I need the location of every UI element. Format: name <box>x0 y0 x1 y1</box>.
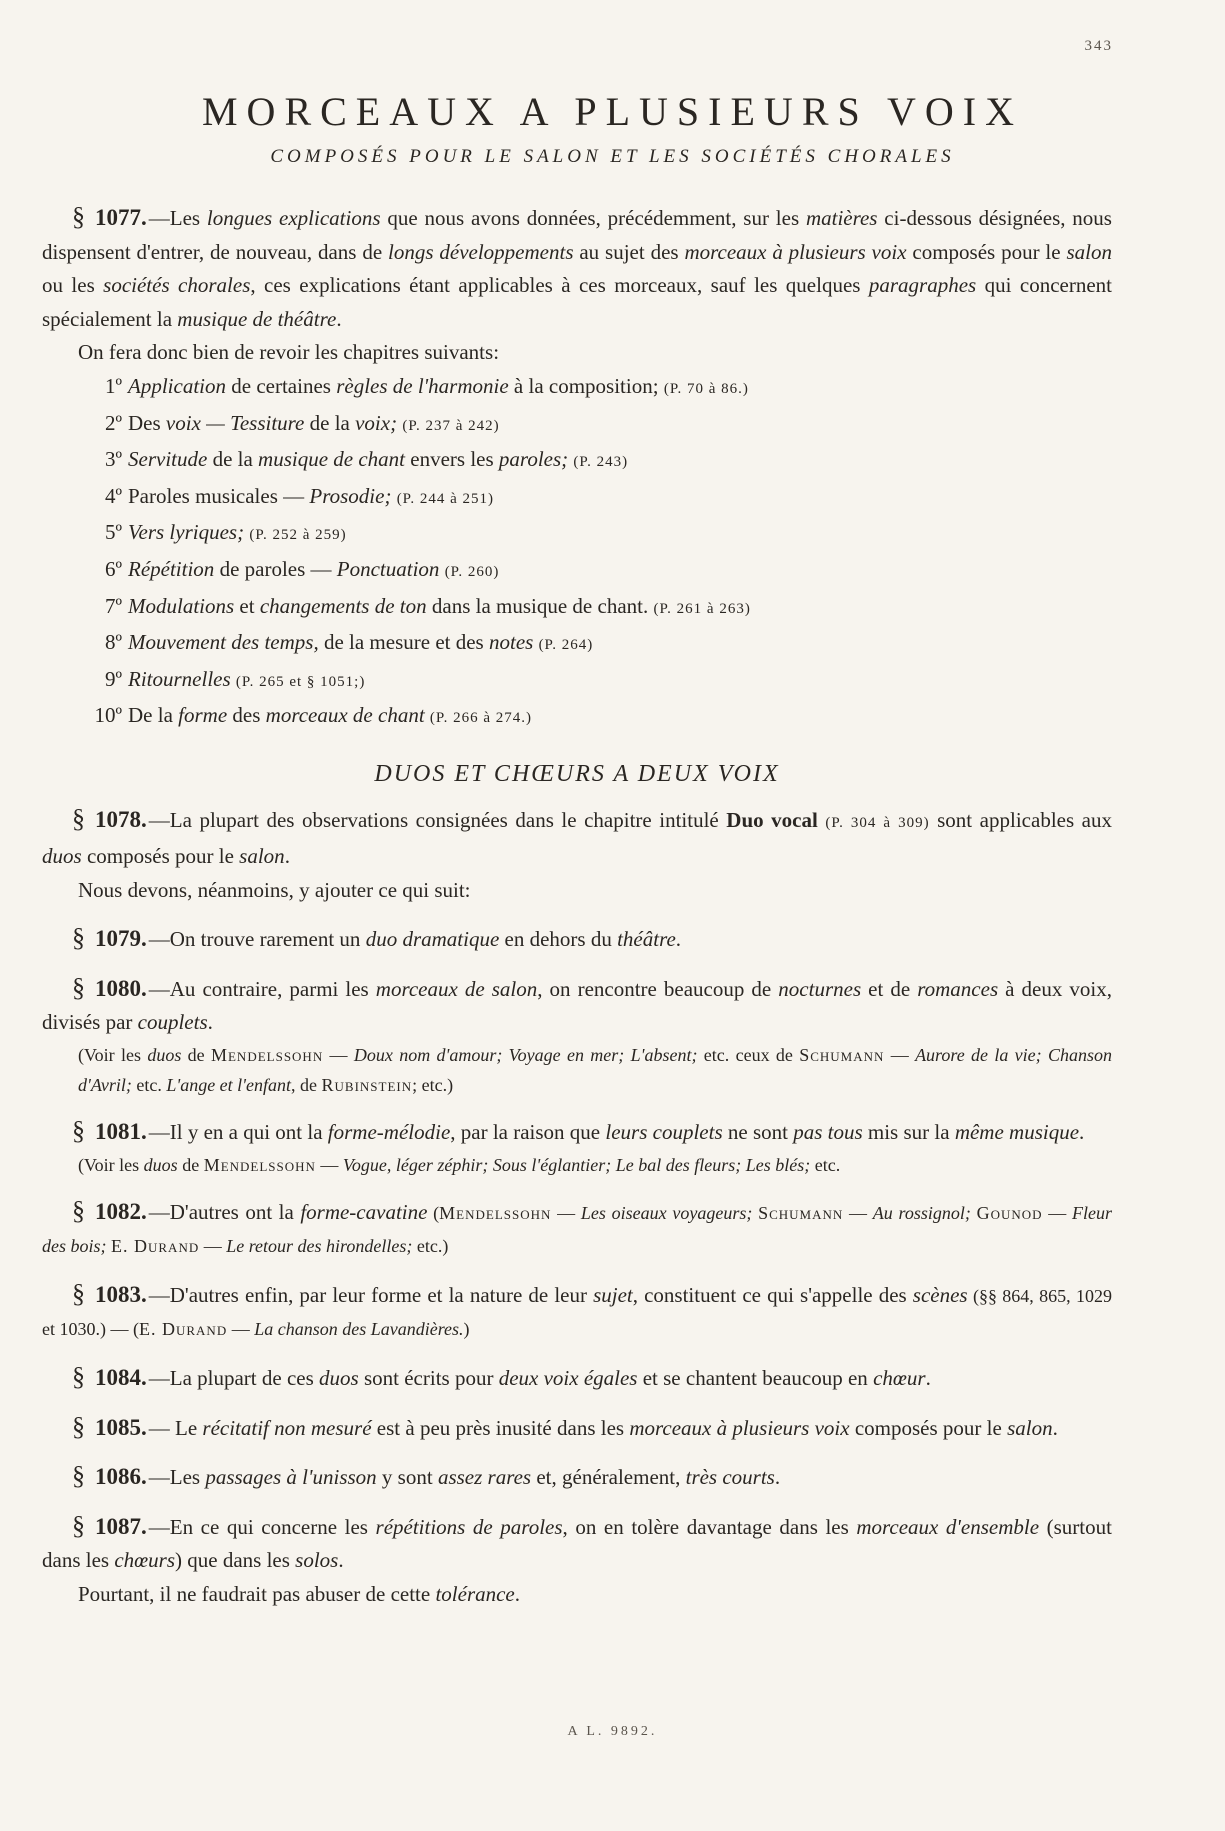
section-number: 1084. <box>95 1365 147 1391</box>
spacer <box>42 1100 1112 1114</box>
page-ref: (P. 237 à 242) <box>402 417 500 434</box>
text: que nous avons données, précédemment, sur les <box>380 206 806 230</box>
text: Paroles musicales — <box>128 483 310 508</box>
page-ref: (P. 70 à 86.) <box>663 380 749 397</box>
text: (surtout dans les <box>42 1514 1112 1573</box>
text: — <box>551 1202 581 1223</box>
spacer <box>42 1495 1112 1509</box>
text: qui concernent spécialement la <box>42 273 1112 331</box>
text: composés pour le <box>906 239 1067 264</box>
paragraph-1079 <box>42 921 1112 957</box>
emphasis: Vogue, léger zéphir; Sous l'églantier; Le bal des fleurs; Les blés; <box>342 1154 811 1175</box>
text: — <box>843 1202 873 1223</box>
composer-name: Schumann <box>799 1045 885 1066</box>
emphasis: salon <box>1007 1415 1053 1440</box>
note-1080 <box>42 1040 1112 1100</box>
spacer <box>42 1396 1112 1410</box>
paragraph-1080 <box>42 971 1112 1040</box>
composer-name: Rubinstein <box>321 1075 413 1096</box>
emphasis: Mouvement des temps, <box>128 630 319 655</box>
paragraph-1078-cont: Nous devons, néanmoins, y ajouter ce qui suit: <box>78 877 471 902</box>
text: —En ce qui concerne les <box>148 1514 376 1539</box>
composer-name: Mendelssohn <box>210 1045 324 1066</box>
section-sign: § <box>72 923 85 953</box>
paragraph-1082 <box>42 1194 1112 1263</box>
review-intro: On fera donc bien de revoir les chapitres suivants: <box>78 340 500 365</box>
paragraph-1084 <box>42 1360 1112 1396</box>
emphasis: Modulations <box>128 593 235 618</box>
emphasis: morceaux de salon <box>375 976 538 1001</box>
composer-name: E. Durand <box>111 1236 200 1257</box>
text: sont applicables aux <box>929 807 1113 832</box>
chapter-item <box>88 480 1112 517</box>
emphasis: morceaux de chant <box>265 703 425 728</box>
text: (Voir les <box>78 1154 144 1175</box>
text: ci-dessous désignées, nous dispensent d'entrer, de nouveau, dans de <box>42 206 1112 264</box>
text: , constituent ce qui s'appelle des <box>632 1282 913 1307</box>
emphasis: La chanson des Lavandières. <box>254 1319 464 1340</box>
text: est à peu près inusité dans les <box>371 1415 630 1440</box>
emphasis: Répétition <box>128 556 215 581</box>
emphasis: voix — Tessiture <box>165 410 305 435</box>
emphasis: duos <box>147 1045 182 1066</box>
text: etc. <box>131 1075 167 1096</box>
paragraph-1081 <box>42 1114 1112 1150</box>
text: , par la raison que <box>450 1120 606 1145</box>
chapter-num: 7º <box>104 593 122 618</box>
text: y sont <box>376 1465 438 1490</box>
emphasis: pas tous <box>793 1120 863 1145</box>
emphasis: notes <box>488 630 534 655</box>
emphasis: Ritournelles <box>128 666 231 691</box>
emphasis: théâtre <box>617 927 676 952</box>
text: (§§ 864, 865, 1029 et 1030.) — ( <box>42 1285 1112 1340</box>
emphasis: longs développements <box>388 239 574 264</box>
emphasis: Ponctuation <box>336 556 440 581</box>
emphasis: morceaux à plusieurs voix <box>629 1415 850 1440</box>
emphasis: même musique <box>954 1120 1080 1145</box>
section-sign: § <box>72 1362 85 1392</box>
spacer <box>42 957 1112 971</box>
text: . <box>774 1465 781 1490</box>
emphasis: matières <box>805 206 878 230</box>
footer-plate-number: A L. 9892. <box>567 1724 658 1739</box>
emphasis: forme <box>178 703 228 728</box>
text: de <box>181 1045 211 1066</box>
emphasis: Fleur des bois; <box>42 1202 1113 1257</box>
emphasis: romances <box>917 976 999 1001</box>
text: et se chantent beaucoup en <box>637 1366 874 1391</box>
text: —La plupart des observations consignées dans le chapitre intitulé <box>148 807 727 832</box>
text: — Le <box>148 1415 203 1440</box>
page-ref: (P. 266 à 274.) <box>429 710 532 727</box>
section-sign: § <box>72 1461 85 1491</box>
text: ne sont <box>722 1120 794 1145</box>
text: , on en tolère davantage dans les <box>562 1514 857 1539</box>
text: mis sur la <box>862 1120 955 1145</box>
spacer <box>42 1346 1112 1360</box>
page-ref: (P. 264) <box>538 637 594 654</box>
chapter-item <box>88 443 1112 480</box>
emphasis: solos <box>295 1548 339 1573</box>
text: de <box>177 1154 204 1175</box>
emphasis: duos <box>143 1154 178 1175</box>
text: sont écrits pour <box>358 1366 499 1391</box>
text: en dehors du <box>499 927 618 952</box>
section-sign: § <box>72 803 85 833</box>
emphasis: duo dramatique <box>365 927 500 952</box>
emphasis: Le retour des hirondelles; <box>226 1236 413 1257</box>
text: et <box>234 593 260 618</box>
text: . <box>514 1582 521 1606</box>
emphasis: couplets <box>137 1010 208 1035</box>
section-number: 1083. <box>95 1281 147 1307</box>
spacer <box>42 1180 1112 1194</box>
emphasis: Prosodie; <box>309 483 392 508</box>
text: de certaines <box>226 373 337 398</box>
page-ref: (P. 244 à 251) <box>396 490 495 507</box>
composer-name: Mendelssohn <box>439 1202 552 1223</box>
paragraph-1087-cont <box>42 1578 1112 1612</box>
emphasis: leurs couplets <box>605 1120 723 1145</box>
emphasis: salon <box>1066 239 1112 264</box>
emphasis: assez rares <box>437 1465 532 1490</box>
text: —On trouve rarement un <box>148 927 366 952</box>
chapter-list <box>42 370 1112 736</box>
emphasis: voix; <box>355 410 398 435</box>
chapter-item <box>88 626 1112 663</box>
text: . <box>1052 1415 1058 1440</box>
text: au sujet des <box>573 239 685 264</box>
emphasis: scènes <box>912 1282 968 1307</box>
section-heading: DUOS ET CHŒURS A DEUX VOIX <box>374 760 780 787</box>
emphasis: changements de ton <box>259 593 427 618</box>
chapter-num: 5º <box>104 520 122 545</box>
text: . <box>284 844 290 869</box>
chapter-item <box>88 553 1112 590</box>
text: , de <box>291 1075 322 1096</box>
page-ref: (P. 265 et § 1051;) <box>235 673 366 690</box>
emphasis: morceaux à plusieurs voix <box>684 239 907 264</box>
paragraph-1078 <box>42 802 1112 874</box>
section-sign: § <box>72 1195 85 1225</box>
emphasis: deux voix égales <box>498 1366 638 1391</box>
chapter-item <box>88 370 1112 407</box>
chapter-item <box>88 699 1112 736</box>
emphasis: longues explications <box>206 206 381 230</box>
section-number: 1080. <box>95 975 147 1001</box>
emphasis: Doux nom d'amour; Voyage en mer; L'absent; <box>353 1045 698 1066</box>
text: ) que dans les <box>175 1548 296 1573</box>
text: —La plupart de ces <box>148 1366 320 1391</box>
composer-name: Mendelssohn <box>203 1154 316 1175</box>
text: . <box>675 927 682 952</box>
spacer <box>42 1445 1112 1459</box>
text: Des <box>128 410 166 435</box>
chapter-item <box>88 663 1112 700</box>
emphasis: Les oiseaux voyageurs; <box>580 1202 753 1223</box>
section-sign: § <box>72 202 85 231</box>
text: , ces explications étant applicables à ces morceaux, sauf les quelques <box>250 273 869 298</box>
emphasis: récitatif non mesuré <box>202 1415 372 1440</box>
section-sign: § <box>72 1510 85 1540</box>
emphasis: duos <box>42 844 82 869</box>
section-sign: § <box>72 972 85 1002</box>
emphasis: Servitude <box>128 447 208 472</box>
page-ref: (P. 260) <box>444 563 500 580</box>
text: et, généralement, <box>531 1465 686 1490</box>
emphasis: règles de l'harmonie <box>336 373 509 398</box>
chapter-num: 3º <box>104 447 122 472</box>
emphasis: nocturnes <box>778 976 862 1001</box>
chapter-num: 4º <box>104 483 122 508</box>
text: ; etc.) <box>412 1075 454 1096</box>
text: ou les <box>42 273 104 298</box>
paragraph-1087 <box>42 1509 1112 1578</box>
text: et de <box>861 976 918 1001</box>
chapter-num: 9º <box>104 666 122 691</box>
text: (Voir les <box>78 1045 148 1066</box>
section-number: 1081. <box>95 1119 147 1145</box>
text: — <box>323 1045 354 1066</box>
chapter-num: 6º <box>104 556 122 581</box>
text: des <box>227 703 266 728</box>
section-number: 1082. <box>95 1198 147 1224</box>
section-sign: § <box>72 1278 85 1308</box>
emphasis: tolérance <box>435 1582 515 1606</box>
chapter-num: 10º <box>94 703 122 728</box>
text: de la mesure et des <box>318 630 489 655</box>
section-number: 1086. <box>95 1464 147 1490</box>
page-title: MORCEAUX A PLUSIEURS VOIX <box>201 89 1023 134</box>
emphasis: duos <box>319 1366 359 1391</box>
text: —Les <box>148 1465 206 1490</box>
spacer <box>42 1263 1112 1277</box>
chapter-item <box>88 407 1112 444</box>
text: dans la musique de chant. <box>426 593 654 618</box>
text: composés pour le <box>849 1415 1008 1440</box>
composer-name: E. Durand <box>138 1319 228 1340</box>
emphasis: chœurs <box>114 1548 176 1573</box>
emphasis: L'ange et l'enfant <box>166 1075 292 1096</box>
chapter-num: 1º <box>104 373 122 398</box>
emphasis: paragraphes <box>868 273 977 298</box>
spacer <box>42 907 1112 921</box>
emphasis: paroles; <box>498 447 569 472</box>
chapter-item <box>88 516 1112 553</box>
section-number: 1085. <box>95 1414 147 1440</box>
emphasis: passages à l'unisson <box>205 1465 377 1490</box>
text: Pourtant, il ne faudrait pas abuser de cette <box>78 1582 436 1606</box>
bold-term: Duo vocal <box>726 807 818 832</box>
text: —D'autres enfin, par leur forme et la nature de leur <box>148 1282 594 1307</box>
emphasis: Aurore de la vie; Chanson d'Avril; <box>78 1045 1112 1096</box>
text: — <box>884 1045 916 1066</box>
chapter-num: 2º <box>104 410 122 435</box>
text: à la composition; <box>508 373 664 398</box>
emphasis: Au rossignol; <box>872 1202 971 1223</box>
section-sign: § <box>72 1411 85 1441</box>
text: , on rencontre beaucoup de <box>537 976 779 1001</box>
composer-name: Gounod <box>976 1202 1043 1223</box>
text: —Les <box>148 206 207 230</box>
text: composés pour le <box>81 844 240 869</box>
emphasis: chœur <box>873 1366 926 1391</box>
text: etc.) <box>412 1236 449 1257</box>
section-number: 1087. <box>95 1513 147 1539</box>
text: . <box>338 1548 344 1573</box>
text: . <box>336 306 342 331</box>
section-sign: § <box>72 1116 85 1146</box>
text: De la <box>128 703 179 728</box>
text: de la <box>207 447 259 472</box>
emphasis: musique de chant <box>258 447 406 472</box>
text: . <box>1079 1120 1085 1145</box>
text: envers les <box>405 447 499 472</box>
section-number: 1078. <box>95 806 147 832</box>
text: . <box>925 1366 931 1391</box>
section-number: 1077. <box>95 205 147 230</box>
text: — <box>227 1319 255 1340</box>
emphasis: forme-mélodie <box>327 1120 451 1145</box>
document-body <box>42 200 1112 1612</box>
emphasis: salon <box>239 844 285 869</box>
note-1081 <box>42 1150 1112 1180</box>
text: de paroles — <box>214 556 337 581</box>
text: —Il y en a qui ont la <box>148 1120 328 1145</box>
text: ) <box>463 1319 470 1340</box>
emphasis: musique de théâtre <box>177 306 337 331</box>
text: — <box>1042 1202 1073 1223</box>
text: à deux voix, divisés par <box>42 976 1112 1035</box>
text: de la <box>304 410 356 435</box>
text: etc. <box>810 1154 841 1175</box>
section-number: 1079. <box>95 926 147 952</box>
emphasis: très courts <box>685 1465 775 1490</box>
emphasis: sujet <box>593 1282 633 1307</box>
text: — <box>315 1154 343 1175</box>
paragraph-1085 <box>42 1410 1112 1446</box>
emphasis: répétitions de paroles <box>375 1514 563 1539</box>
emphasis: sociétés chorales <box>103 273 251 298</box>
emphasis: Vers lyriques; <box>128 520 245 545</box>
chapter-item <box>88 590 1112 627</box>
emphasis: forme-cavatine <box>300 1199 428 1224</box>
page-ref: (P. 304 à 309) <box>825 814 930 831</box>
emphasis: Application <box>128 373 226 398</box>
page-ref: (P. 243) <box>573 454 629 471</box>
composer-name: Schumann <box>758 1202 844 1223</box>
page-number: 343 <box>1084 38 1113 54</box>
text: —D'autres ont la <box>148 1199 301 1224</box>
paragraph-1086 <box>42 1459 1112 1495</box>
text: . <box>207 1010 213 1035</box>
chapter-num: 8º <box>104 630 122 655</box>
page-ref: (P. 252 à 259) <box>249 527 347 544</box>
text: —Au contraire, parmi les <box>148 976 376 1001</box>
text: ( <box>427 1202 440 1223</box>
text: etc. ceux de <box>697 1045 800 1066</box>
page-ref: (P. 261 à 263) <box>653 600 751 617</box>
text: — <box>199 1236 227 1257</box>
page-subtitle: COMPOSÉS POUR LE SALON ET LES SOCIÉTÉS CHORALES <box>270 146 955 167</box>
paragraph-1077 <box>42 200 1112 336</box>
paragraph-1083 <box>42 1277 1112 1346</box>
emphasis: morceaux d'ensemble <box>856 1514 1040 1539</box>
